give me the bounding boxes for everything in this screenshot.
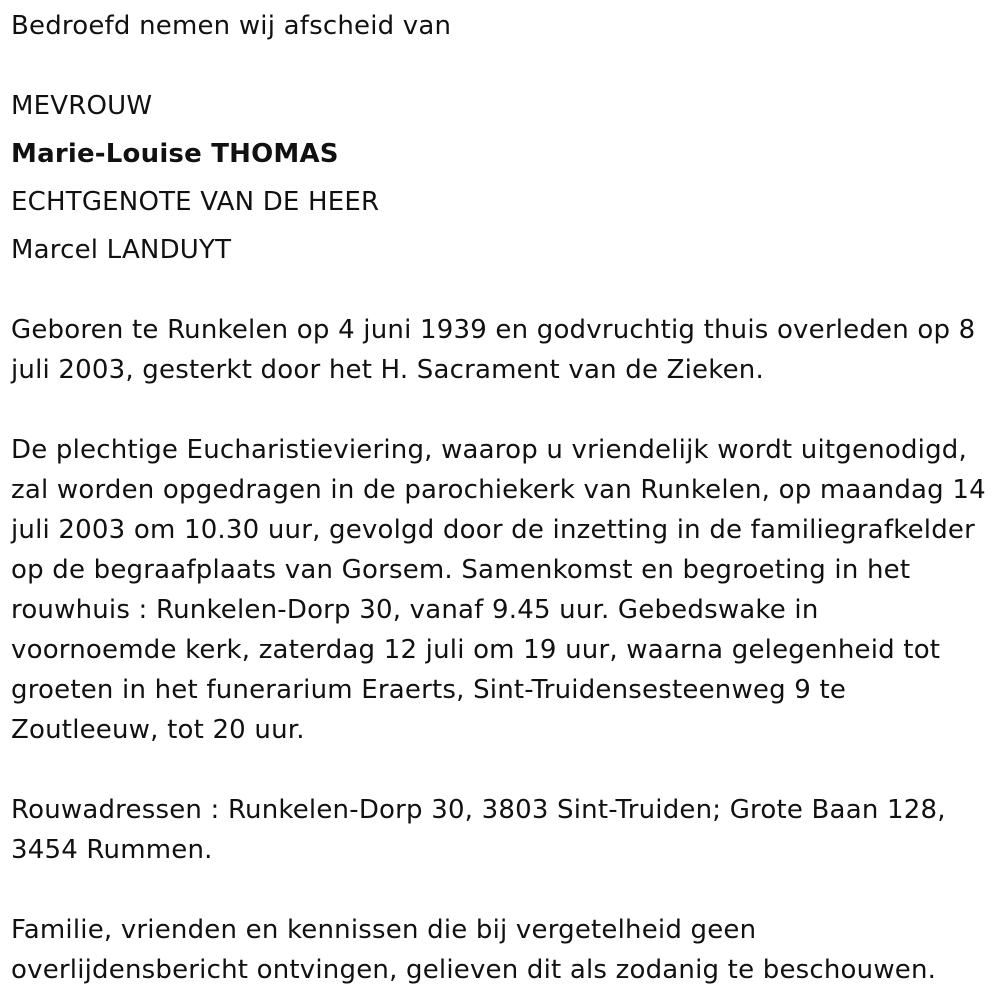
paragraph-line: rouwhuis : Runkelen-Dorp 30, vanaf 9.45 uur. Gebedswake in — [11, 595, 819, 625]
spouse-title: ECHTGENOTE VAN DE HEER — [11, 187, 380, 217]
paragraph-line: overlijdensbericht ontvingen, gelieven dit als zodanig te beschouwen. — [11, 955, 937, 985]
paragraph-line: juli 2003, gesterkt door het H. Sacrament van de Zieken. — [11, 355, 764, 385]
addresses-paragraph — [11, 790, 989, 870]
paragraph-line: Rouwadressen : Runkelen-Dorp 30, 3803 Sint-Truiden; Grote Baan 128, — [11, 795, 946, 825]
deceased-title: MEVROUW — [11, 91, 153, 121]
paragraph-line: Zoutleeuw, tot 20 uur. — [11, 715, 305, 745]
paragraph-line: 3454 Rummen. — [11, 835, 213, 865]
intro-text: Bedroefd nemen wij afscheid van — [11, 11, 452, 41]
paragraph-line: zal worden opgedragen in de parochiekerk van Runkelen, op maandag 14 — [11, 475, 986, 505]
closing-paragraph — [11, 910, 989, 990]
birth-death-paragraph — [11, 310, 989, 390]
paragraph-line: voornoemde kerk, zaterdag 12 juli om 19 uur, waarna gelegenheid tot — [11, 635, 941, 665]
spouse-name: Marcel LANDUYT — [11, 235, 232, 265]
ceremony-paragraph — [11, 430, 989, 750]
paragraph-line: Familie, vrienden en kennissen die bij vergetelheid geen — [11, 915, 757, 945]
paragraph-line: De plechtige Eucharistieviering, waarop u vriendelijk wordt uitgenodigd, — [11, 435, 967, 465]
paragraph-line: groeten in het funerarium Eraerts, Sint-Truidensesteenweg 9 te — [11, 675, 847, 705]
paragraph-line: juli 2003 om 10.30 uur, gevolgd door de inzetting in de familiegrafkelder — [11, 515, 975, 545]
paragraph-line: op de begraafplaats van Gorsem. Samenkomst en begroeting in het — [11, 555, 911, 585]
deceased-name: Marie-Louise THOMAS — [11, 139, 339, 169]
paragraph-line: Geboren te Runkelen op 4 juni 1939 en godvruchtig thuis overleden op 8 — [11, 315, 976, 345]
